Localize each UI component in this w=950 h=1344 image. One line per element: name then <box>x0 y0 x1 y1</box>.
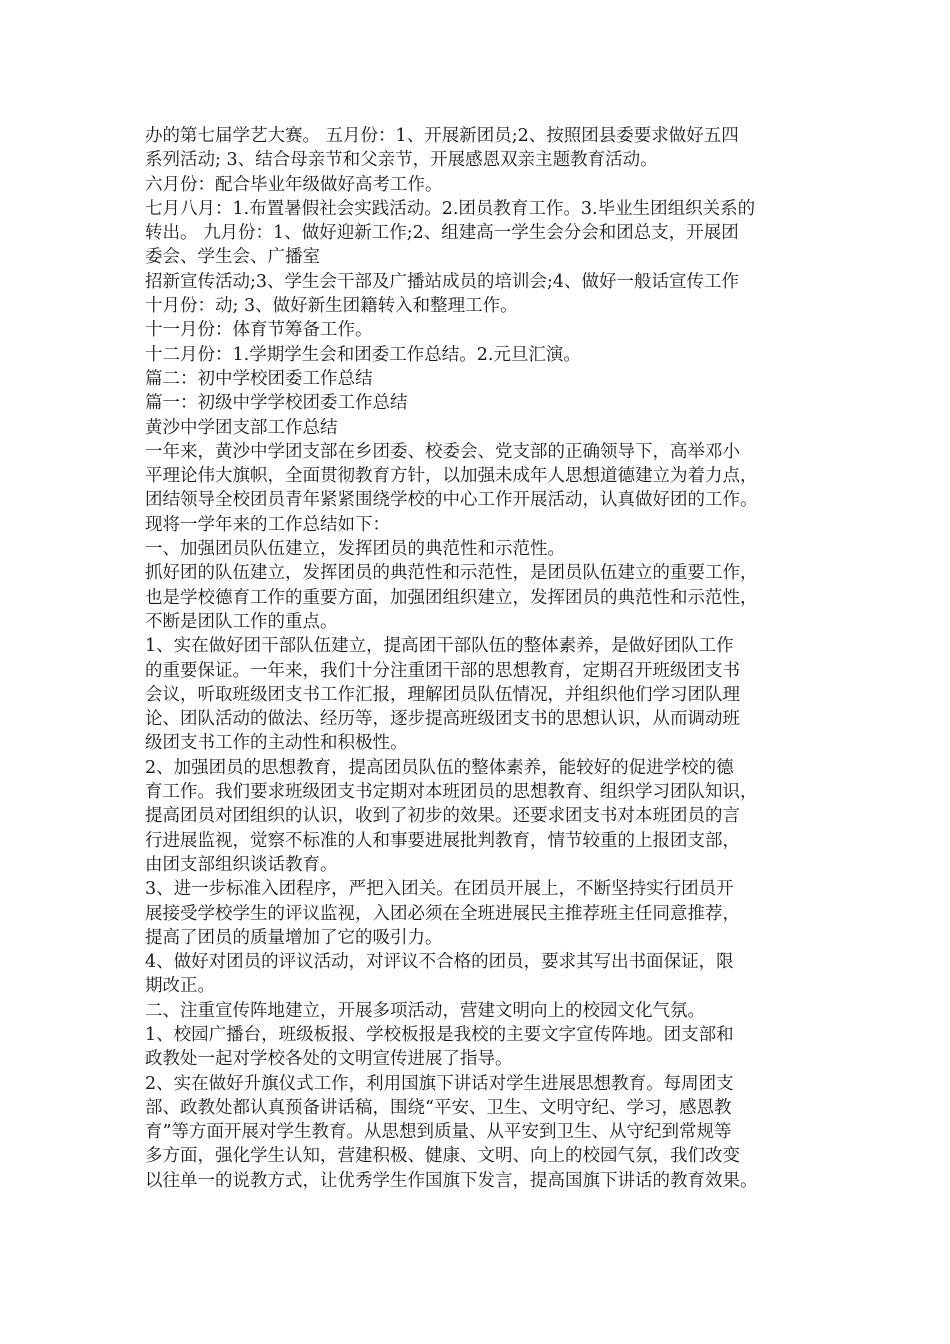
text-line: 由团支部组织谈话教育。 <box>145 854 338 875</box>
text-line: 提高团员对团组织的认识，收到了初步的效果。还要求团支书对本班团员的言 <box>145 806 740 827</box>
text-line: 二、注重宣传阵地建立，开展多项活动，营建文明向上的校园文化气氛。 <box>145 1000 705 1021</box>
text-line: 提高了团员的质量增加了它的吸引力。 <box>145 927 443 948</box>
text-line: 转出。 九月份：1、做好迎新工作;2、组建高一学生会分会和团总支，开展团 <box>145 223 739 244</box>
text-line: 1、校园广播台，班级板报、学校板报是我校的主要文字宣传阵地。团支部和 <box>145 1024 734 1045</box>
document-body <box>145 124 817 1193</box>
text-line: 论、团队活动的做法、经历等，逐步提高班级团支书的思想认识，从而调动班 <box>145 709 740 730</box>
text-line: 会议，听取班级团支书工作汇报，理解团员队伍情况，并组织他们学习团队理 <box>145 684 740 705</box>
text-line: 不断是团队工作的重点。 <box>145 611 338 632</box>
text-line: 十二月份：1.学期学生会和团委工作总结。2.元旦汇演。 <box>145 344 581 365</box>
text-line: 委会、学生会、广播室 <box>145 247 320 268</box>
text-line: 部、政教处都认真预备讲话稿，围绕“平安、卫生、文明守纪、学习，感恩教 <box>145 1097 732 1118</box>
text-line: 系列活动; 3、结合母亲节和父亲节，开展感恩双亲主题教育活动。 <box>145 150 658 171</box>
text-line: 多方面，强化学生认知，营建积极、健康、文明、向上的校园气氛，我们改变 <box>145 1146 740 1167</box>
text-line: 十一月份：体育节筹备工作。 <box>145 320 373 341</box>
text-line: 4、做好对团员的评议活动，对评议不合格的团员，要求其写出书面保证，限 <box>145 952 734 973</box>
text-line: 政教处一起对学校各处的文明宣传进展了指导。 <box>145 1049 513 1070</box>
text-line: 平理论伟大旗帜，全面贯彻教育方针，以加强未成年人思想道德建立为着力点， <box>145 466 758 487</box>
text-line: 育”等方面开展对学生教育。从思想到质量、从平安到卫生、从守纪到常规等 <box>145 1122 732 1143</box>
text-line: 级团支书工作的主动性和积极性。 <box>145 733 408 754</box>
text-line: 2、加强团员的思想教育，提高团员队伍的整体素养，能较好的促进学校的德 <box>145 757 734 778</box>
text-line: 3、进一步标准入团程序，严把入团关。在团员开展上，不断坚持实行团员开 <box>145 879 734 900</box>
text-line: 期改正。 <box>145 976 215 997</box>
text-line: 育工作。我们要求班级团支书定期对本班团员的思想教育、组织学习团队知识， <box>145 782 758 803</box>
text-line: 以往单一的说教方式，让优秀学生作国旗下发言，提高国旗下讲话的教育效果。 <box>145 1170 758 1191</box>
text-line: 篇二：初中学校团委工作总结 <box>145 368 373 389</box>
text-line: 一、加强团员队伍建立，发挥团员的典范性和示范性。 <box>145 539 565 560</box>
text-line: 2、实在做好升旗仪式工作，利用国旗下讲话对学生进展思想教育。每周团支 <box>145 1073 734 1094</box>
text-line: 行进展监视，觉察不标准的人和事要进展批判教育，情节较重的上报团支部， <box>145 830 740 851</box>
text-line: 招新宣传活动;3、学生会干部及广播站成员的培训会;4、做好一般话宣传工作 <box>145 271 740 292</box>
text-line: 抓好团的队伍建立，发挥团员的典范性和示范性，是团员队伍建立的重要工作， <box>145 563 758 584</box>
text-line: 展接受学校学生的评议监视，入团必须在全班进展民主推荐班主任同意推荐， <box>145 903 740 924</box>
text-line: 办的第七届学艺大赛。 五月份：1、开展新团员;2、按照团县委要求做好五四 <box>145 126 739 146</box>
text-line: 七月八月：1.布置暑假社会实践活动。2.团员教育工作。3.毕业生团组织关系的 <box>145 198 756 219</box>
text-line: 现将一学年来的工作总结如下： <box>145 514 390 535</box>
text-line: 也是学校德育工作的重要方面，加强团组织建立，发挥团员的典范性和示范性， <box>145 587 758 608</box>
text-line: 1、实在做好团干部队伍建立，提高团干部队伍的整体素养，是做好团队工作 <box>145 636 734 657</box>
text-line: 黄沙中学团支部工作总结 <box>145 417 338 438</box>
text-line: 十月份：动; 3、做好新生团籍转入和整理工作。 <box>145 296 518 317</box>
text-line: 的重要保证。一年来，我们十分注重团干部的思想教育，定期召开班级团支书 <box>145 660 740 681</box>
text-line: 一年来，黄沙中学团支部在乡团委、校委会、党支部的正确领导下，高举邓小 <box>145 441 740 462</box>
text-line: 六月份：配合毕业年级做好高考工作。 <box>145 174 443 195</box>
text-line: 篇一：初级中学学校团委工作总结 <box>145 393 408 414</box>
text-line: 团结领导全校团员青年紧紧围绕学校的中心工作开展活动，认真做好团的工作。 <box>145 490 758 511</box>
